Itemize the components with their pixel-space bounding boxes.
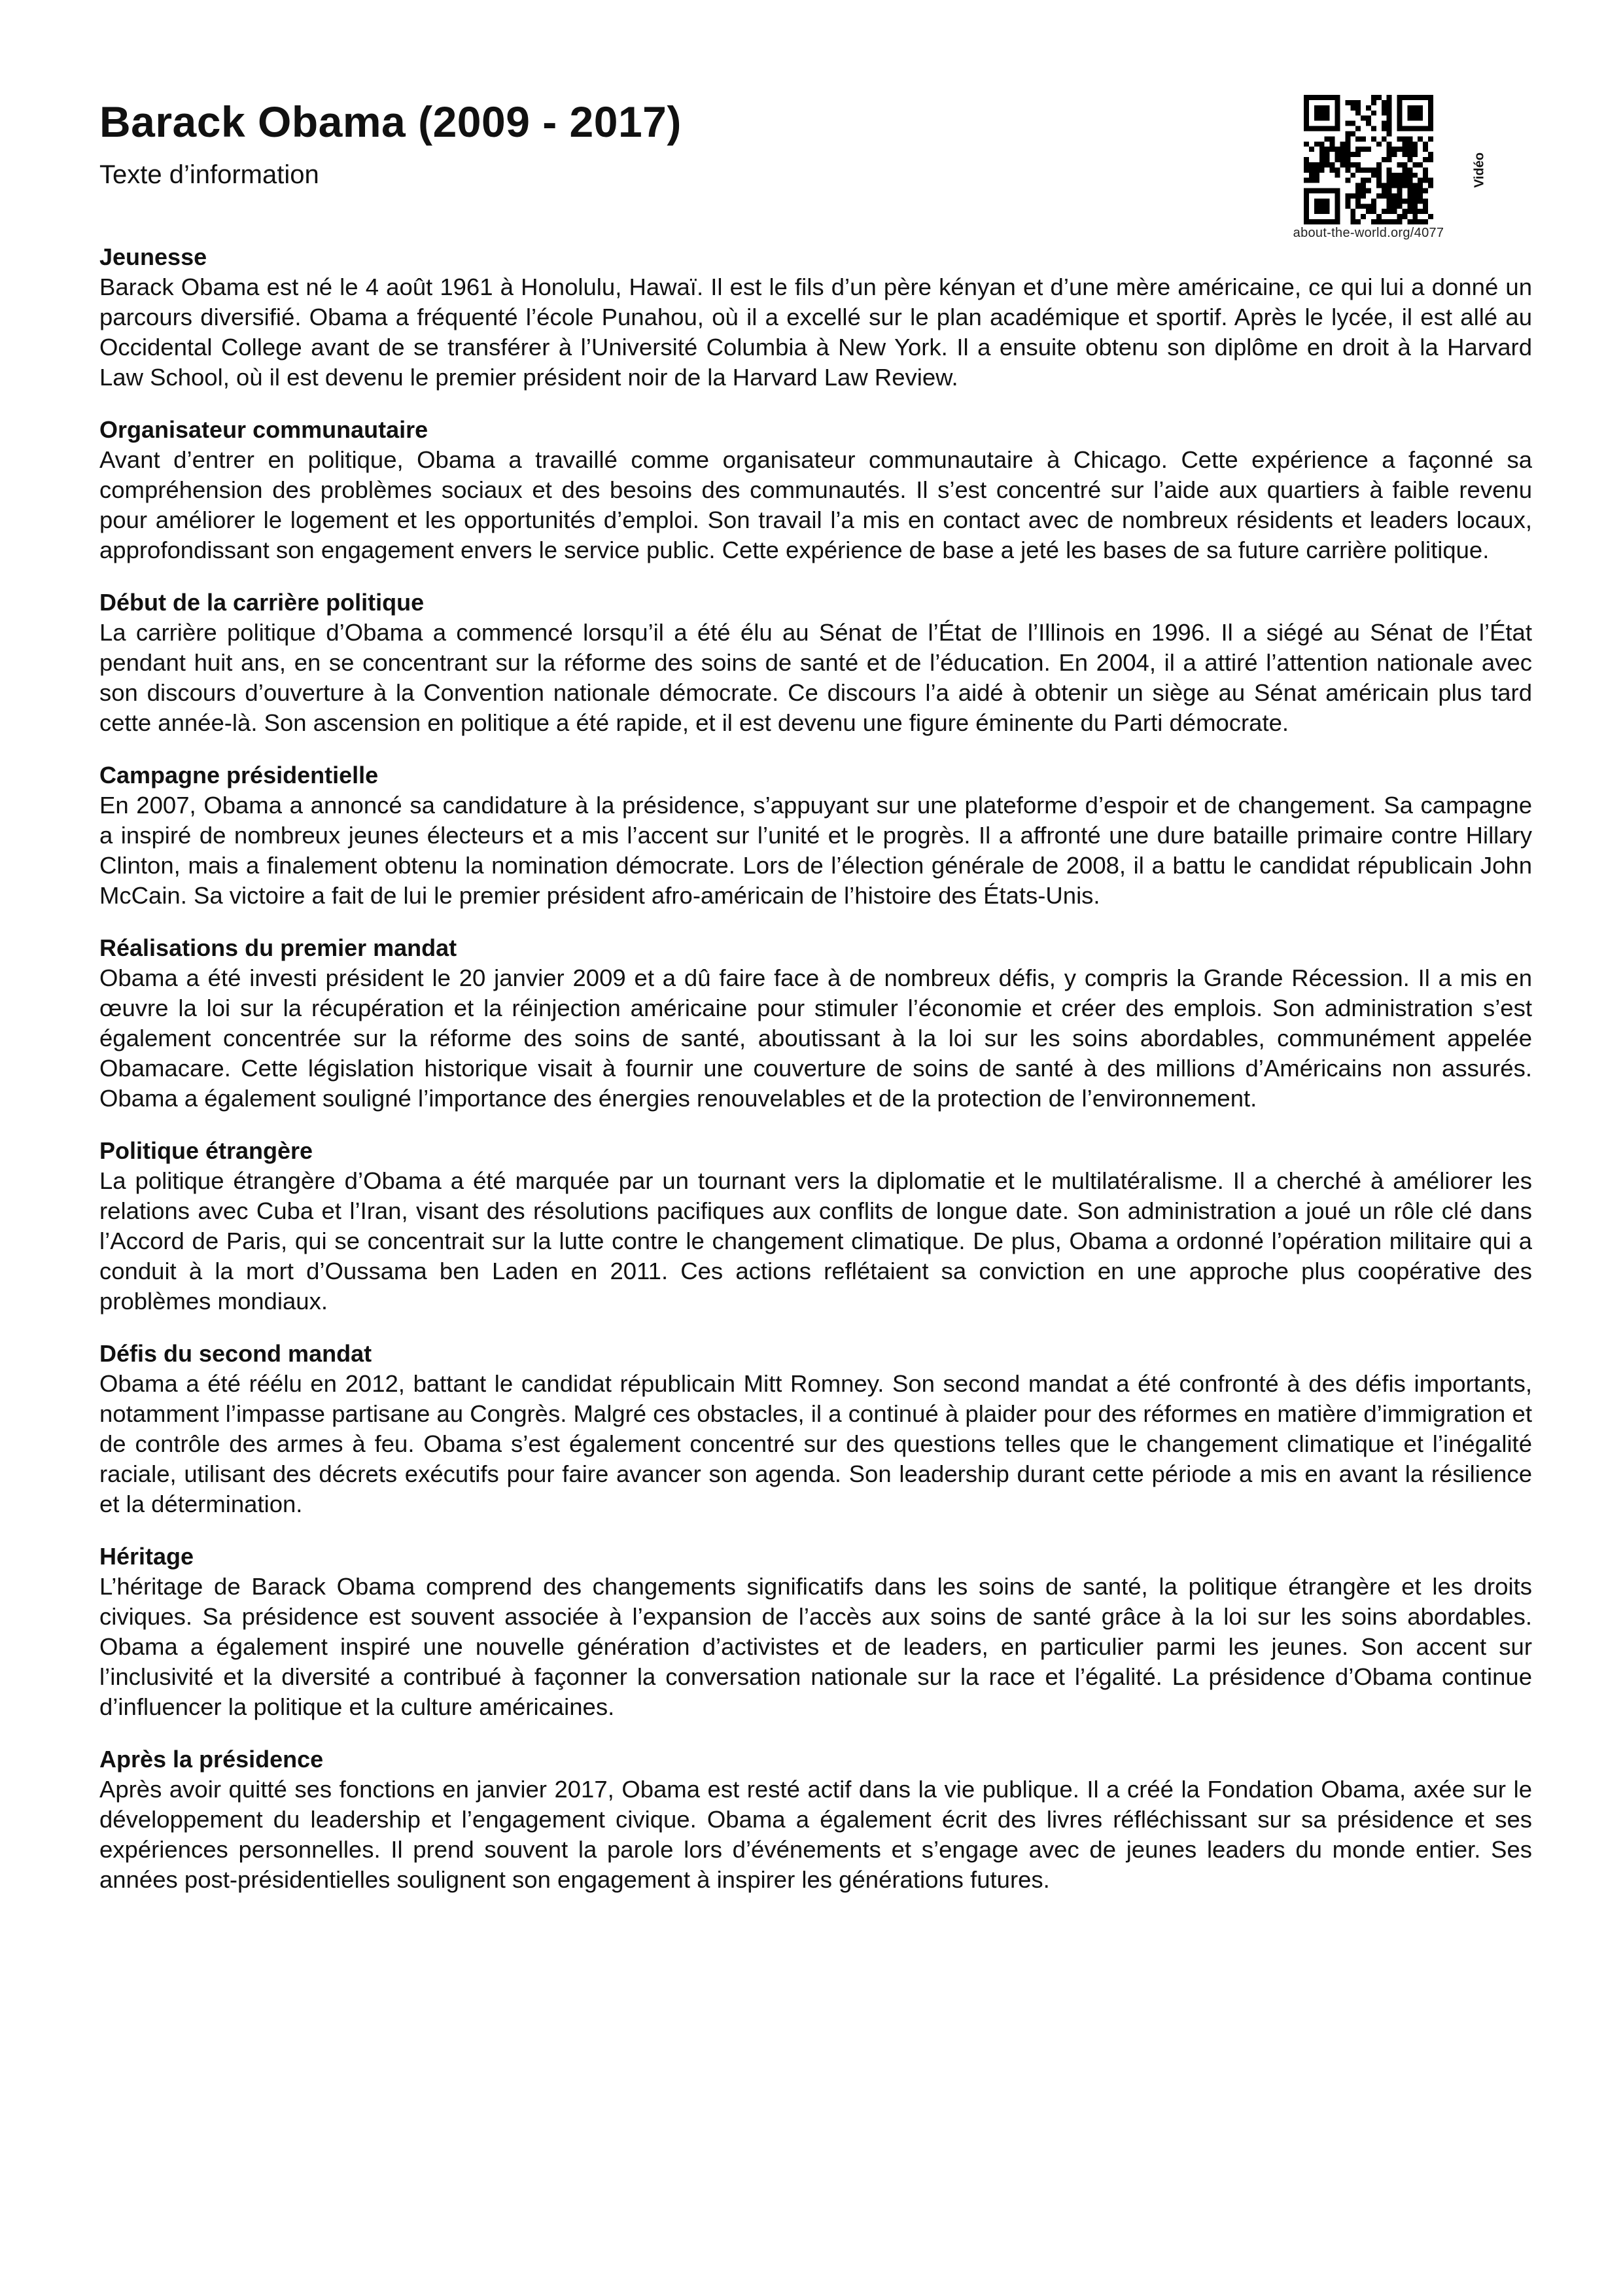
section-body: En 2007, Obama a annoncé sa candidature à la présidence, s’appuyant sur une plateforme d’espoir et de changement. Sa campagne a inspiré de nombreux jeunes électeurs et a mis l’accent sur l’unité et le progrès. Il a affronté une dure bataille primaire contre Hillary Clinton, mais a finalement obtenu la nomination démocrate. Lors de l’élection générale de 2008, il a battu le candidat républicain John McCain. Sa victoire a fait de lui le premier président afro-américain de l’histoire des États-Unis.: [99, 792, 1532, 909]
section-campagne: [99, 760, 1532, 911]
section-organisateur: [99, 415, 1532, 565]
section-heading: Campagne présidentielle: [99, 762, 379, 788]
section-heading: Héritage: [99, 1543, 194, 1570]
section-body: Obama a été réélu en 2012, battant le candidat républicain Mitt Romney. Son second mandat a été confronté à des défis importants, notamment l’impasse partisane au Congrès. Malgré ces obstacles, il a continué à plaider pour des réformes en matière d’immigration et de contrôle des armes à feu. Obama s’est également concentré sur des questions telles que le changement climatique et l’inégalité raciale, utilisant des décrets exécutifs pour faire avancer son agenda. Son leadership durant cette période a mis en avant la résilience et la détermination.: [99, 1370, 1532, 1517]
section-body: La politique étrangère d’Obama a été marquée par un tournant vers la diplomatie et le multilatéralisme. Il a cherché à améliorer les relations avec Cuba et l’Iran, visant des résolutions pacifiques aux conflits de longue date. Son administration a joué un rôle clé dans l’Accord de Paris, qui se concentrait sur la lutte contre le changement climatique. De plus, Obama a ordonné l’opération militaire qui a conduit à la mort d’Oussama ben Laden en 2011. Ces actions reflétaient sa conviction en une approche plus coopérative des problèmes mondiaux.: [99, 1167, 1532, 1315]
section-politique-etrangere: [99, 1136, 1532, 1316]
section-debut-carriere: [99, 588, 1532, 738]
section-heading: Début de la carrière politique: [99, 589, 425, 616]
qr-code-block[interactable]: [1282, 95, 1452, 245]
section-body: Avant d’entrer en politique, Obama a travaillé comme organisateur communautaire à Chicago. Cette expérience a façonné sa compréhension des problèmes sociaux et des besoins des communautés. Il s’est concentré sur l’aide aux quartiers à faible revenu pour améliorer le logement et les opportunités d’emploi. Son travail l’a mis en contact avec de nombreux résidents et leaders locaux, approfondissant son engagement envers le service public. Cette expérience de base a jeté les bases de sa future carrière politique.: [99, 446, 1532, 563]
section-heading: Jeunesse: [99, 243, 207, 270]
section-heading: Organisateur communautaire: [99, 416, 428, 443]
section-body: Après avoir quitté ses fonctions en janvier 2017, Obama est resté actif dans la vie publique. Il a créé la Fondation Obama, axée sur le développement du leadership et l’engagement civique. Obama a également écrit des livres réfléchissant sur sa présidence et ses expériences personnelles. Il prend souvent la parole lors d’événements et s’engage avec de jeunes leaders du monde entier. Ses années post-présidentielles soulignent son engagement à inspirer les générations futures.: [99, 1776, 1532, 1893]
section-heritage: [99, 1542, 1532, 1722]
section-premier-mandat: [99, 933, 1532, 1114]
section-jeunesse: [99, 242, 1532, 393]
section-second-mandat: [99, 1339, 1532, 1519]
page-subtitle: Texte d’information: [99, 160, 319, 189]
video-label: Vidéo: [1472, 152, 1487, 188]
section-apres-presidence: [99, 1744, 1532, 1895]
section-heading: Défis du second mandat: [99, 1340, 372, 1367]
qr-caption-link[interactable]: about-the-world.org/4077: [1293, 226, 1444, 240]
document-body: [99, 242, 1532, 1917]
section-body: Obama a été investi président le 20 janvier 2009 et a dû faire face à de nombreux défis, y compris la Grande Récession. Il a mis en œuvre la loi sur la récupération et la réinjection américaine pour stimuler l’économie et créer des emplois. Son administration s’est également concentrée sur la réforme des soins de santé, aboutissant à la loi sur les soins abordables, communément appelée Obamacare. Cette législation historique visait à fournir une couverture de soins de santé à des millions d’Américains non assurés. Obama a également souligné l’importance des énergies renouvelables et de la protection de l’environnement.: [99, 964, 1532, 1112]
section-body: L’héritage de Barack Obama comprend des changements significatifs dans les soins de santé, la politique étrangère et les droits civiques. Sa présidence est souvent associée à l’expansion de l’accès aux soins de santé grâce à la loi sur les soins abordables. Obama a également inspiré une nouvelle génération d’activistes et de leaders, en particulier parmi les jeunes. Son accent sur l’inclusivité et la diversité a contribué à façonner la conversation nationale sur la race et l’égalité. La présidence d’Obama continue d’influencer la politique et la culture américaines.: [99, 1573, 1532, 1720]
page-title: Barack Obama (2009 - 2017): [99, 97, 682, 146]
section-body: La carrière politique d’Obama a commencé lorsqu’il a été élu au Sénat de l’État de l’Illinois en 1996. Il a siégé au Sénat de l’État pendant huit ans, en se concentrant sur la réforme des soins de santé et de l’éducation. En 2004, il a attiré l’attention nationale avec son discours d’ouverture à la Convention nationale démocrate. Ce discours l’a aidé à obtenir un siège au Sénat américain plus tard cette année-là. Son ascension en politique a été rapide, et il est devenu une figure éminente du Parti démocrate.: [99, 619, 1532, 736]
section-body: Barack Obama est né le 4 août 1961 à Honolulu, Hawaï. Il est le fils d’un père kényan et d’une mère américaine, ce qui lui a donné un parcours diversifié. Obama a fréquenté l’école Punahou, où il a excellé sur le plan académique et sportif. Après le lycée, il est allé au Occidental College avant de se transférer à l’Université Columbia à New York. Il a ensuite obtenu son diplôme en droit à la Harvard Law School, où il est devenu le premier président noir de la Harvard Law Review.: [99, 274, 1532, 391]
section-heading: Politique étrangère: [99, 1137, 313, 1164]
qr-code-icon[interactable]: [1304, 95, 1433, 224]
section-heading: Après la présidence: [99, 1746, 324, 1773]
section-heading: Réalisations du premier mandat: [99, 934, 457, 961]
